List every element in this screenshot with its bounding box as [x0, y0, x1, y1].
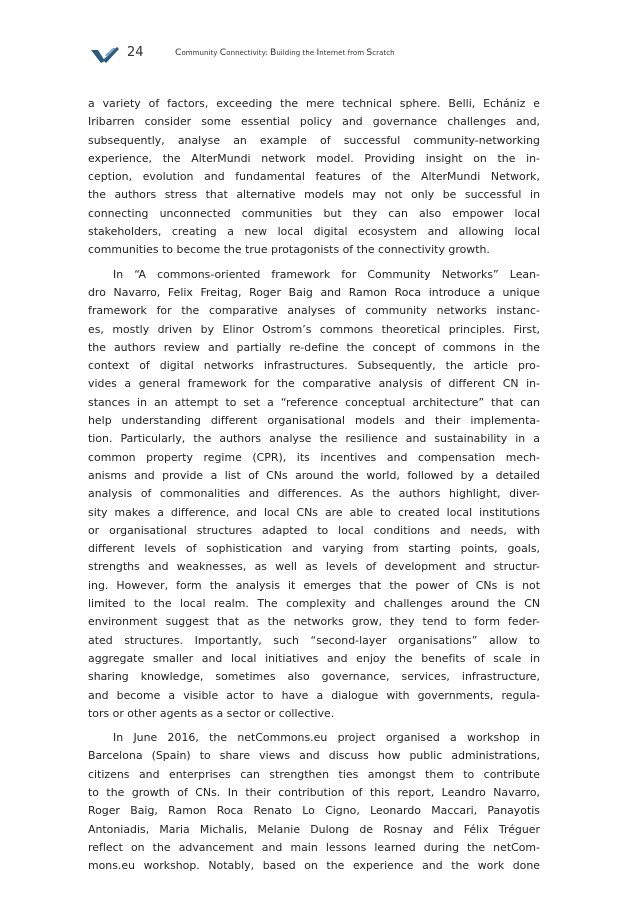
- text-line: ception, evolution and fundamental features of the AlterMundi Network,: [88, 170, 540, 184]
- text-line: and become a visible actor to have a dialogue with governments, regula-: [88, 688, 540, 702]
- text-line: tion. Particularly, the authors analyse the resilience and sustainability in a: [88, 432, 540, 446]
- text-line: Barcelona (Spain) to share views and discuss how public administrations,: [88, 749, 540, 763]
- text-line: stances in an attempt to set a “reference conceptual architecture” that can: [88, 395, 540, 409]
- text-line: subsequently, analyse an example of successful community-networking: [88, 133, 540, 147]
- text-line: ing. However, form the analysis it emerges that the power of CNs is not: [88, 578, 540, 592]
- title-word: Building the: [269, 47, 317, 58]
- text-line: citizens and enterprises can strengthen ties amongst them to contribute: [88, 767, 540, 781]
- text-line: stakeholders, creating a new local digital ecosystem and allowing local: [88, 225, 540, 239]
- text-line: vides a general framework for the comparative analysis of different CN in-: [88, 377, 540, 391]
- text-line: context of digital networks infrastructures. Subsequently, the article pro-: [88, 359, 540, 373]
- page-number: 24: [127, 45, 144, 60]
- text-line: to the growth of CNs. In their contribution of this report, Leandro Navarro,: [88, 785, 540, 799]
- page-header: [0, 0, 638, 70]
- text-line: es, mostly driven by Elinor Ostrom’s commons theoretical principles. First,: [88, 322, 540, 336]
- text-line: help understanding different organisational models and their implementa-: [88, 414, 540, 428]
- text-line: sity makes a difference, and local CNs are able to created local institutions: [88, 505, 540, 519]
- text-line: Roger Baig, Ramon Roca Renato Lo Cigno, Leonardo Maccari, Panayotis: [88, 804, 540, 818]
- text-line: mons.eu workshop. Notably, based on the experience and the work done: [88, 859, 540, 873]
- text-line: In “A commons-oriented framework for Community Networks” Lean-: [113, 267, 540, 281]
- text-line: anisms and provide a list of CNs around the world, followed by a detailed: [88, 468, 540, 482]
- title-word: Internet from: [316, 47, 367, 58]
- text-line: the authors stress that alternative models may not only be successful in: [88, 188, 540, 202]
- paragraph: [88, 266, 540, 723]
- text-line: environment suggest that as the networks grow, they tend to form feder-: [88, 615, 540, 629]
- text-line: a variety of factors, exceeding the mere technical sphere. Belli, Echániz e: [88, 97, 540, 110]
- text-line: tors or other agents as a sector or collective.: [88, 706, 335, 720]
- text-line: reflect on the advancement and main lessons learned during the netCom-: [88, 840, 540, 854]
- text-line: experience, the AlterMundi network model. Providing insight on the in-: [88, 151, 540, 165]
- title-word: Scratch: [366, 47, 395, 58]
- paragraph: [88, 729, 540, 875]
- text-line: limited to the local realm. The complexity and challenges around the CN: [88, 597, 540, 611]
- text-line: communities to become the true protagonists of the connectivity growth.: [88, 243, 490, 257]
- body-text: [88, 95, 540, 875]
- text-line: analysis of commonalities and differences. As the authors highlight, diver-: [88, 487, 540, 501]
- text-line: framework for the comparative analyses of community networks instanc-: [88, 304, 540, 318]
- text-line: aggregate smaller and local initiatives and enjoy the benefits of scale in: [88, 651, 540, 665]
- title-word: Connectivity:: [219, 47, 270, 58]
- paragraph: [88, 95, 540, 260]
- text-line: the authors review and partially re-define the concept of commons in the: [88, 340, 540, 354]
- text-line: strengths and weaknesses, as well as levels of development and structur-: [88, 560, 540, 574]
- text-line: or organisational structures adapted to local conditions and needs, with: [88, 523, 540, 537]
- text-line: Iribarren consider some essential policy and governance challenges and,: [88, 115, 540, 129]
- text-line: In June 2016, the netCommons.eu project organised a workshop in: [113, 731, 540, 745]
- publisher-logo-icon: [91, 46, 119, 64]
- text-line: dro Navarro, Felix Freitag, Roger Baig and Ramon Roca introduce a unique: [88, 285, 540, 299]
- text-line: connecting unconnected communities but they can also empower local: [88, 206, 540, 220]
- text-line: sharing knowledge, sometimes also governance, services, infrastructure,: [88, 670, 540, 684]
- text-line: different levels of sophistication and varying from starting points, goals,: [88, 542, 540, 556]
- title-word: Community: [175, 47, 220, 58]
- text-line: Antoniadis, Maria Michalis, Melanie Dulong de Rosnay and Félix Tréguer: [88, 822, 540, 836]
- text-line: ated structures. Importantly, such “second-layer organisations” allow to: [88, 633, 540, 647]
- running-title: [175, 47, 395, 59]
- text-line: common property regime (CPR), its incentives and compensation mech-: [88, 450, 540, 464]
